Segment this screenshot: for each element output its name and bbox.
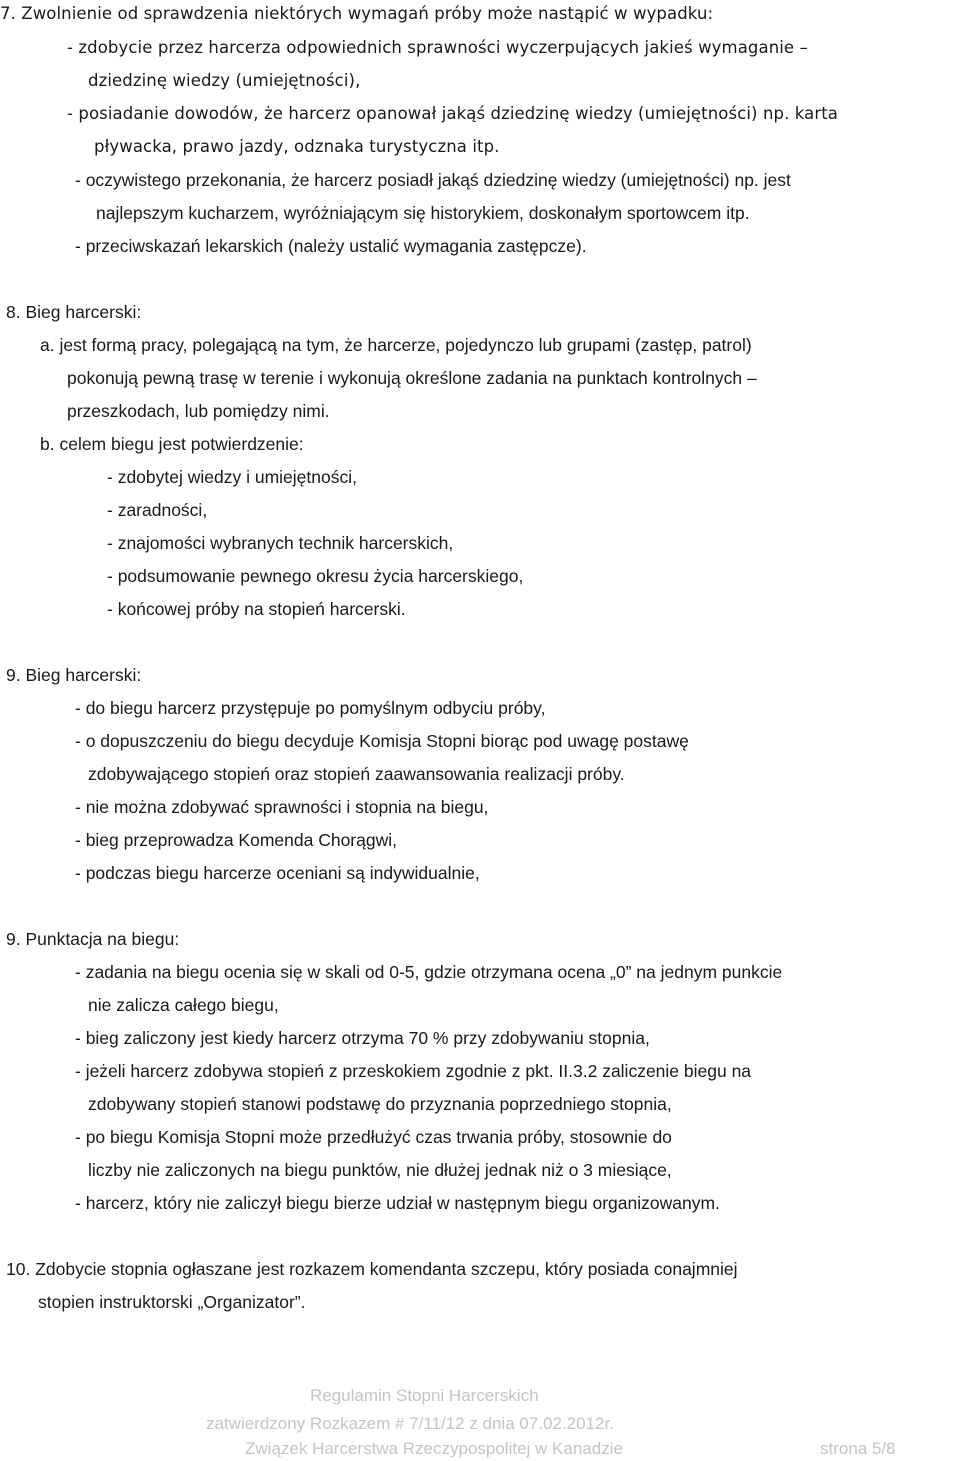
footer-organization: Związek Harcerstwa Rzeczypospolitej w Kanadzie — [245, 1439, 623, 1458]
section-7-line: - przeciwskazań lekarskich (należy ustalić wymagania zastępcze). — [75, 236, 587, 256]
section-8-line: a. jest formą pracy, polegającą na tym, że harcerze, pojedynczo lub grupami (zastęp, patrol) — [40, 335, 752, 355]
section-9b-heading: 9. Punktacja na biegu: — [6, 929, 180, 949]
section-9b-line: - bieg zaliczony jest kiedy harcerz otrzyma 70 % przy zdobywaniu stopnia, — [75, 1028, 650, 1048]
section-7-line: najlepszym kucharzem, wyróżniającym się historykiem, doskonałym sportowcem itp. — [96, 203, 750, 223]
section-8-heading: 8. Bieg harcerski: — [6, 302, 142, 322]
section-7-line: dziedzinę wiedzy (umiejętności), — [88, 71, 361, 90]
section-9-line: - bieg przeprowadza Komenda Chorągwi, — [75, 830, 397, 850]
section-9b-line: liczby nie zaliczonych na biegu punktów, nie dłużej jednak niż o 3 miesiące, — [88, 1160, 672, 1180]
section-8-list-item: - znajomości wybranych technik harcerskich, — [107, 533, 454, 553]
section-9-line: zdobywającego stopień oraz stopień zaawansowania realizacji próby. — [88, 764, 625, 784]
section-8-list-item: - zdobytej wiedzy i umiejętności, — [107, 467, 357, 487]
section-7-line: - oczywistego przekonania, że harcerz posiadł jakąś dziedzinę wiedzy (umiejętności) np. jest — [75, 170, 791, 190]
section-7-line: - posiadanie dowodów, że harcerz opanował jakąś dziedzinę wiedzy (umiejętności) np. karta — [67, 104, 839, 123]
section-8-list-item: - końcowej próby na stopień harcerski. — [107, 599, 406, 619]
section-7-line: - zdobycie przez harcerza odpowiednich sprawności wyczerpujących jakieś wymaganie – — [67, 38, 808, 57]
section-9b-line: - zadania na biegu ocenia się w skali od 0-5, gdzie otrzymana ocena „0” na jednym punkcie — [75, 962, 783, 982]
section-8-line: b. celem biegu jest potwierdzenie: — [40, 434, 304, 454]
section-8-line: przeszkodach, lub pomiędzy nimi. — [67, 401, 330, 421]
section-8-line: pokonują pewną trasę w terenie i wykonują określone zadania na punktach kontrolnych – — [67, 368, 757, 388]
footer-approval: zatwierdzony Rozkazem # 7/11/12 z dnia 07.02.2012r. — [206, 1414, 614, 1433]
section-9b-line: - harcerz, który nie zaliczył biegu bierze udział w następnym biegu organizowanym. — [75, 1193, 720, 1213]
footer-title: Regulamin Stopni Harcerskich — [310, 1386, 539, 1405]
section-9b-line: zdobywany stopień stanowi podstawę do przyznania poprzedniego stopnia, — [88, 1094, 672, 1114]
section-8-list-item: - podsumowanie pewnego okresu życia harcerskiego, — [107, 566, 524, 586]
section-7-heading: 7. Zwolnienie od sprawdzenia niektórych wymagań próby może nastąpić w wypadku: — [0, 4, 714, 23]
section-9b-line: - po biegu Komisja Stopni może przedłużyć czas trwania próby, stosownie do — [75, 1127, 672, 1147]
section-9b-line: nie zalicza całego biegu, — [88, 995, 279, 1015]
section-7-line: pływacka, prawo jazdy, odznaka turystyczna itp. — [94, 137, 500, 156]
section-9-line: - do biegu harcerz przystępuje po pomyślnym odbyciu próby, — [75, 698, 546, 718]
section-10-line: 10. Zdobycie stopnia ogłaszane jest rozkazem komendanta szczepu, który posiada conajmniej — [6, 1259, 738, 1279]
section-9-line: - nie można zdobywać sprawności i stopnia na biegu, — [75, 797, 489, 817]
section-8-list-item: - zaradności, — [107, 500, 208, 520]
section-9-heading: 9. Bieg harcerski: — [6, 665, 142, 685]
section-9-line: - o dopuszczeniu do biegu decyduje Komisja Stopni biorąc pod uwagę postawę — [75, 731, 689, 751]
footer-page-number: strona 5/8 — [820, 1439, 896, 1458]
section-10-line: stopien instruktorski „Organizator”. — [38, 1292, 306, 1312]
section-9b-line: - jeżeli harcerz zdobywa stopień z przeskokiem zgodnie z pkt. II.3.2 zaliczenie biegu na — [75, 1061, 752, 1081]
section-9-line: - podczas biegu harcerze oceniani są indywidualnie, — [75, 863, 480, 883]
